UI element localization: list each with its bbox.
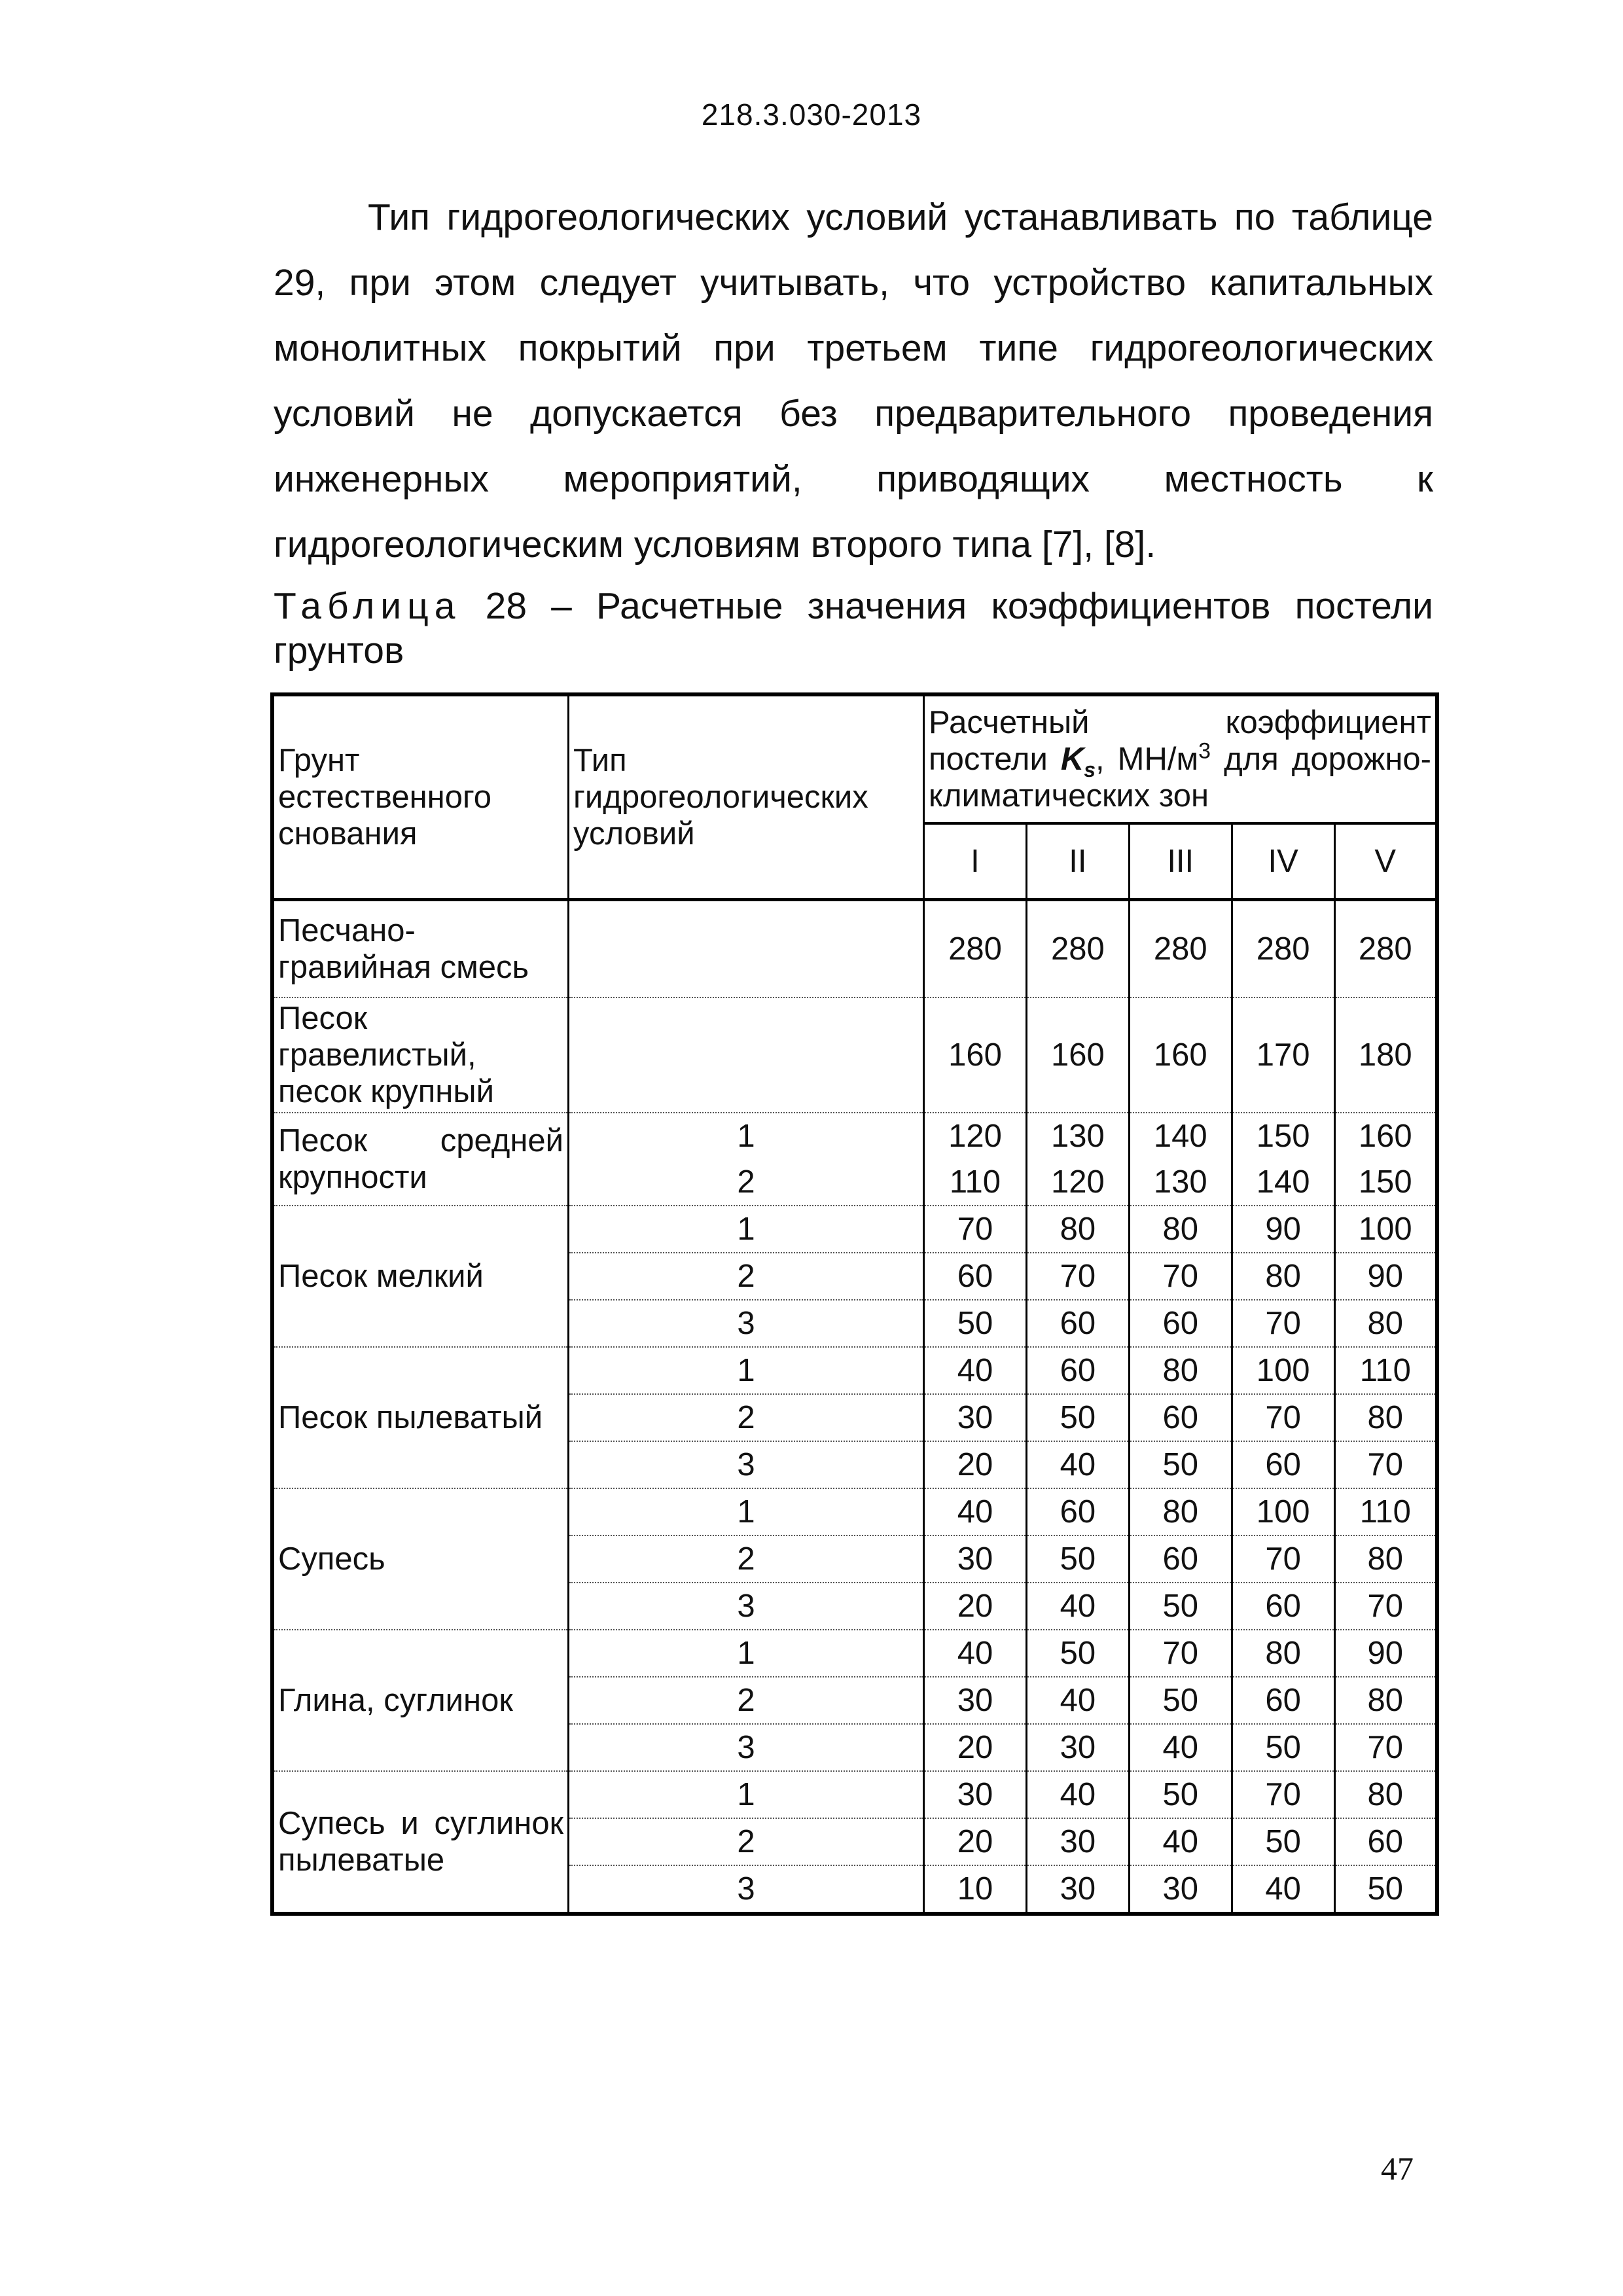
header-soil: Грунт естественного снования <box>272 694 569 900</box>
coefficient-value: 40 <box>1026 1583 1129 1630</box>
coefficient-value: 60 <box>1026 1347 1129 1394</box>
coefficient-value: 50 <box>1026 1630 1129 1677</box>
coefficient-value: 60 <box>924 1253 1027 1300</box>
coefficient-value: 60 <box>1129 1394 1232 1441</box>
soil-name: Песок гравелистый, песок крупный <box>272 997 569 1113</box>
coefficient-value: 70 <box>1232 1535 1334 1583</box>
header-hydro-type: Тип гидрогеологических условий <box>569 694 924 900</box>
coefficient-value: 60 <box>1026 1488 1129 1535</box>
coefficient-value: 60 <box>1334 1818 1437 1865</box>
coefficient-value: 50 <box>1129 1441 1232 1488</box>
coefficient-value: 280 <box>1026 900 1129 998</box>
table-row <box>272 1630 1437 1677</box>
hydro-type: 1 <box>569 1771 924 1818</box>
zone-header-5: V <box>1334 823 1437 900</box>
hydro-type: 1 <box>569 1113 924 1159</box>
coefficient-value: 150 <box>1334 1159 1437 1206</box>
coefficient-value: 40 <box>1129 1818 1232 1865</box>
table-row <box>272 1488 1437 1535</box>
table-row <box>272 1206 1437 1253</box>
hydro-type: 3 <box>569 1441 924 1488</box>
page-number: 47 <box>1381 2150 1414 2187</box>
soil-name: Глина, суглинок <box>272 1630 569 1771</box>
coefficient-value: 280 <box>1334 900 1437 998</box>
hydro-type: 2 <box>569 1394 924 1441</box>
coefficient-value: 100 <box>1232 1347 1334 1394</box>
document-code: 218.3.030-2013 <box>701 98 922 132</box>
coefficient-value: 80 <box>1334 1677 1437 1724</box>
coefficient-value: 10 <box>924 1865 1027 1914</box>
coefficient-value: 90 <box>1334 1630 1437 1677</box>
coefficient-value: 20 <box>924 1441 1027 1488</box>
body-paragraph: Тип гидрогеологических условий устанавливать по таблице 29, при этом следует учитывать, что устройство капитальных монолитных покрытий при третьем типе гидрогеологических условий не допускается без предварительного проведения инженерных мероприятий, приводящих местность к гидрогеологическим условиям второго типа [7], [8]. <box>274 196 1433 565</box>
coefficient-value: 50 <box>1026 1535 1129 1583</box>
coefficient-value: 70 <box>1334 1583 1437 1630</box>
coefficient-value: 160 <box>1334 1113 1437 1159</box>
coefficient-value: 120 <box>924 1113 1027 1159</box>
coefficient-value: 40 <box>924 1630 1027 1677</box>
coefficient-value: 30 <box>1026 1724 1129 1771</box>
table-row <box>272 900 1437 998</box>
table-row <box>272 1113 1437 1159</box>
table-caption-label: Таблица <box>274 585 461 627</box>
coefficient-value: 140 <box>1232 1159 1334 1206</box>
hydro-type: 2 <box>569 1253 924 1300</box>
coefficient-value: 20 <box>924 1724 1027 1771</box>
coefficient-value: 50 <box>1129 1583 1232 1630</box>
hydro-type: 1 <box>569 1630 924 1677</box>
hydro-type: 2 <box>569 1159 924 1206</box>
coefficient-value: 90 <box>1334 1253 1437 1300</box>
coefficient-value: 80 <box>1232 1253 1334 1300</box>
coefficient-value: 40 <box>1026 1677 1129 1724</box>
coefficient-value: 170 <box>1232 997 1334 1113</box>
header-coefficient-part1: Расчетный коэффициент постели <box>929 705 1431 777</box>
hydro-type: 1 <box>569 1206 924 1253</box>
soil-name: Песок пылеватый <box>272 1347 569 1488</box>
coefficient-value: 30 <box>1026 1818 1129 1865</box>
coefficient-value: 50 <box>1129 1677 1232 1724</box>
coefficient-unit-power: 3 <box>1198 738 1211 764</box>
coefficient-value: 130 <box>1129 1159 1232 1206</box>
coefficient-value: 30 <box>924 1677 1027 1724</box>
coefficient-value: 40 <box>1232 1865 1334 1914</box>
hydro-type: 2 <box>569 1535 924 1583</box>
coefficient-value: 70 <box>1026 1253 1129 1300</box>
soil-name: Песок мелкий <box>272 1206 569 1347</box>
coefficient-value: 160 <box>1129 997 1232 1113</box>
zone-header-3: III <box>1129 823 1232 900</box>
coefficient-value: 70 <box>1232 1394 1334 1441</box>
coefficient-value: 160 <box>1026 997 1129 1113</box>
coefficient-value: 80 <box>1334 1535 1437 1583</box>
hydro-type: 3 <box>569 1865 924 1914</box>
coefficient-value: 80 <box>1129 1206 1232 1253</box>
table-row <box>272 1771 1437 1818</box>
hydro-type: 1 <box>569 1488 924 1535</box>
hydro-type: 3 <box>569 1583 924 1630</box>
coefficient-value: 60 <box>1232 1583 1334 1630</box>
coefficient-value: 50 <box>1232 1818 1334 1865</box>
table-caption-text: 28 – Расчетные значения коэффициентов постели грунтов <box>274 585 1434 672</box>
coefficient-value: 130 <box>1026 1113 1129 1159</box>
soil-name: Песок средней крупности <box>272 1113 569 1206</box>
coefficient-value: 60 <box>1232 1441 1334 1488</box>
soil-name: Супесь <box>272 1488 569 1630</box>
coefficient-value: 70 <box>1232 1300 1334 1347</box>
coefficient-value: 70 <box>924 1206 1027 1253</box>
coefficient-value: 70 <box>1334 1724 1437 1771</box>
header-coefficient <box>924 694 1437 823</box>
coefficient-value: 70 <box>1232 1771 1334 1818</box>
coefficient-value: 50 <box>1334 1865 1437 1914</box>
coefficient-value: 280 <box>924 900 1027 998</box>
soil-coefficient-table <box>270 692 1439 1916</box>
coefficient-value: 100 <box>1232 1488 1334 1535</box>
coefficient-value: 30 <box>924 1535 1027 1583</box>
coefficient-value: 40 <box>924 1488 1027 1535</box>
coefficient-value: 180 <box>1334 997 1437 1113</box>
coefficient-value: 80 <box>1129 1488 1232 1535</box>
coefficient-value: 110 <box>924 1159 1027 1206</box>
coefficient-value: 60 <box>1129 1300 1232 1347</box>
coefficient-value: 280 <box>1129 900 1232 998</box>
coefficient-value: 30 <box>1026 1865 1129 1914</box>
coefficient-value: 30 <box>924 1771 1027 1818</box>
coefficient-value: 50 <box>1129 1771 1232 1818</box>
soil-name: Песчано-гравийная смесь <box>272 900 569 998</box>
coefficient-value: 80 <box>1334 1394 1437 1441</box>
hydro-type: 3 <box>569 1724 924 1771</box>
coefficient-value: 90 <box>1232 1206 1334 1253</box>
table-row <box>272 1347 1437 1394</box>
hydro-type <box>569 900 924 998</box>
coefficient-value: 150 <box>1232 1113 1334 1159</box>
coefficient-value: 70 <box>1334 1441 1437 1488</box>
coefficient-value: 80 <box>1129 1347 1232 1394</box>
zone-header-4: IV <box>1232 823 1334 900</box>
hydro-type: 2 <box>569 1818 924 1865</box>
zone-header-2: II <box>1026 823 1129 900</box>
coefficient-value: 120 <box>1026 1159 1129 1206</box>
coefficient-value: 40 <box>1129 1724 1232 1771</box>
coefficient-value: 40 <box>924 1347 1027 1394</box>
hydro-type: 3 <box>569 1300 924 1347</box>
coefficient-value: 30 <box>1129 1865 1232 1914</box>
zone-header-1: I <box>924 823 1027 900</box>
coefficient-value: 60 <box>1129 1535 1232 1583</box>
table-row <box>272 997 1437 1113</box>
coefficient-value: 30 <box>924 1394 1027 1441</box>
coefficient-value: 80 <box>1232 1630 1334 1677</box>
coefficient-value: 40 <box>1026 1441 1129 1488</box>
coefficient-value: 280 <box>1232 900 1334 998</box>
header-coefficient-part2: для дорожно-климатических зон <box>929 742 1431 814</box>
coefficient-value: 20 <box>924 1818 1027 1865</box>
coefficient-value: 20 <box>924 1583 1027 1630</box>
coefficient-value: 80 <box>1026 1206 1129 1253</box>
coefficient-value: 50 <box>1026 1394 1129 1441</box>
coefficient-value: 60 <box>1232 1677 1334 1724</box>
coefficient-value: 70 <box>1129 1630 1232 1677</box>
coefficient-value: 40 <box>1026 1771 1129 1818</box>
coefficient-value: 100 <box>1334 1206 1437 1253</box>
table-body <box>272 900 1437 1914</box>
coefficient-unit: , МН/м <box>1096 742 1199 777</box>
coefficient-value: 70 <box>1129 1253 1232 1300</box>
coefficient-symbol: $K_s$ <box>1060 742 1096 781</box>
coefficient-value: 50 <box>1232 1724 1334 1771</box>
coefficient-value: 110 <box>1334 1488 1437 1535</box>
coefficient-value: 60 <box>1026 1300 1129 1347</box>
soil-name: Супесь и суглинок пылеватые <box>272 1771 569 1914</box>
coefficient-value: 80 <box>1334 1771 1437 1818</box>
hydro-type <box>569 997 924 1113</box>
coefficient-value: 160 <box>924 997 1027 1113</box>
hydro-type: 2 <box>569 1677 924 1724</box>
coefficient-value: 140 <box>1129 1113 1232 1159</box>
coefficient-value: 50 <box>924 1300 1027 1347</box>
table-caption <box>274 584 1433 673</box>
hydro-type: 1 <box>569 1347 924 1394</box>
coefficient-value: 80 <box>1334 1300 1437 1347</box>
coefficient-value: 110 <box>1334 1347 1437 1394</box>
